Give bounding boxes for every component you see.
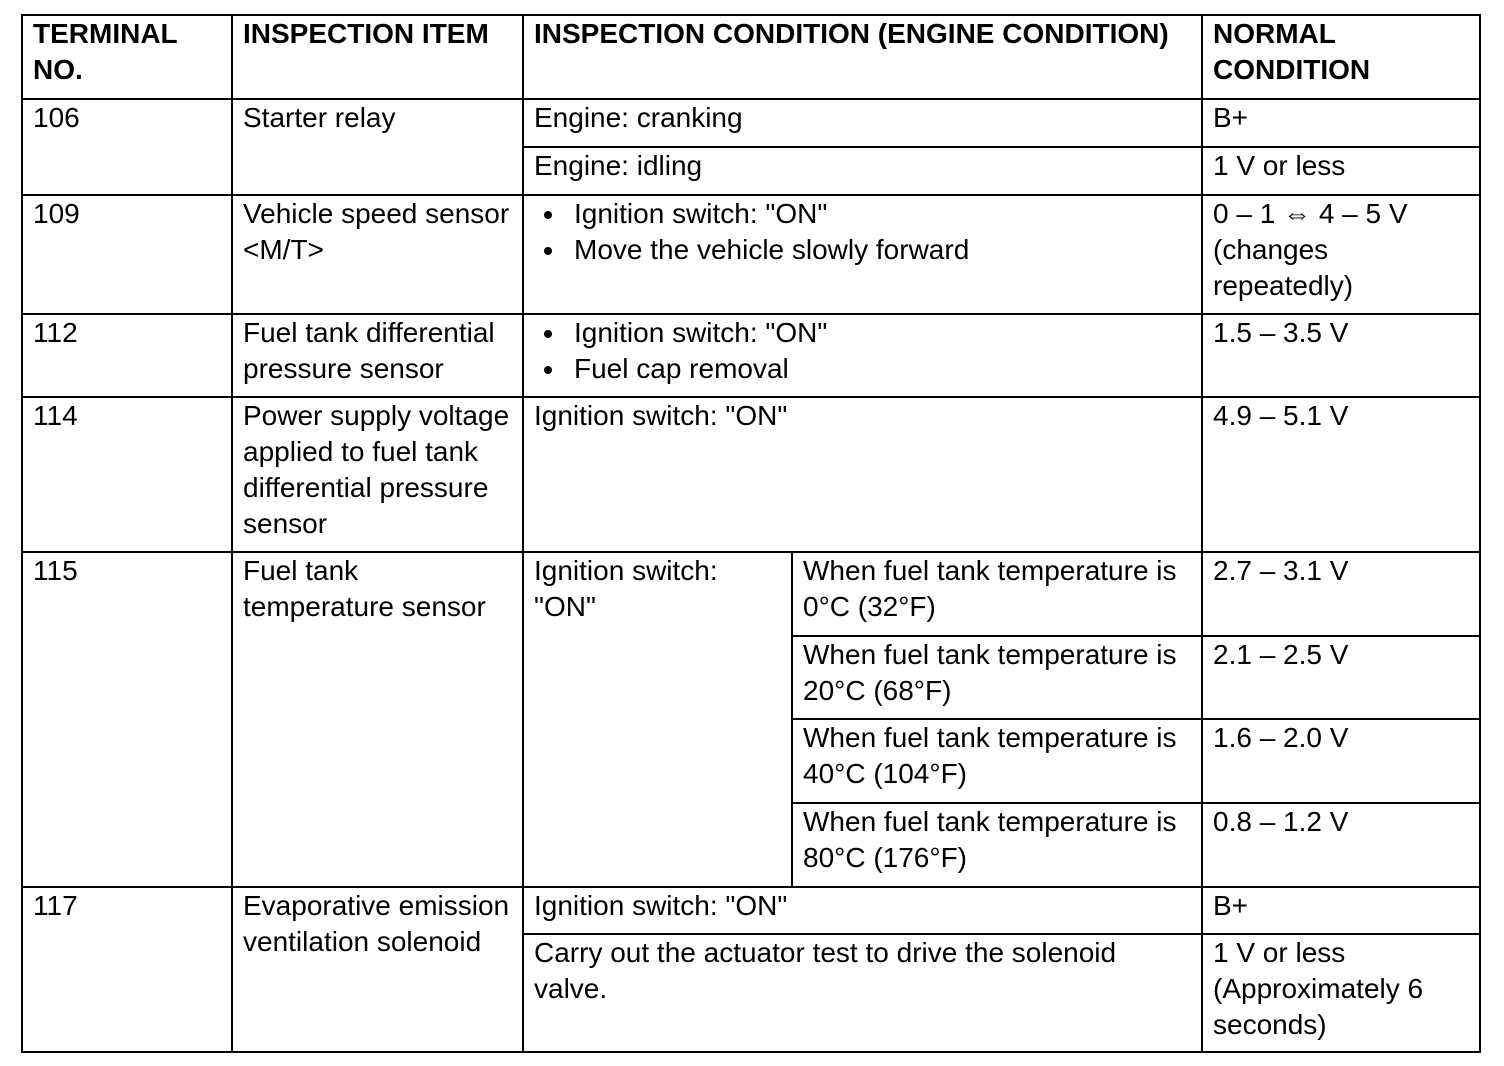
sub-condition-cell: When fuel tank temperature is 0°C (32°F) [792, 552, 1202, 636]
table-row [22, 552, 1480, 636]
table-row [22, 887, 1480, 934]
list-item: Ignition switch: "ON" [534, 315, 1193, 351]
condition-cell: Engine: idling [523, 147, 1202, 195]
normal-cell: 1.6 – 2.0 V [1202, 719, 1480, 803]
terminal-cell: 115 [22, 552, 232, 887]
inspection-table [21, 14, 1481, 1053]
table-row [22, 314, 1480, 397]
item-cell: Vehicle speed sensor <M/T> [232, 195, 523, 314]
item-cell: Power supply voltage applied to fuel tank differential pressure sensor [232, 397, 523, 552]
normal-cell: 2.1 – 2.5 V [1202, 636, 1480, 719]
item-cell: Evaporative emission ventilation solenoid [232, 887, 523, 1052]
condition-cell: Ignition switch: "ON" [523, 397, 1202, 552]
header-inspection-item: INSPECTION ITEM [232, 15, 523, 99]
list-item: Ignition switch: "ON" [534, 196, 1193, 232]
normal-cell: 1 V or less [1202, 147, 1480, 195]
terminal-cell: 112 [22, 314, 232, 397]
normal-cell: 1 V or less (Approximately 6 seconds) [1202, 934, 1480, 1052]
list-item: Move the vehicle slowly forward [534, 232, 1193, 268]
header-normal-condition: NORMAL CONDITION [1202, 15, 1480, 99]
header-terminal-no: TERMINAL NO. [22, 15, 232, 99]
normal-cell: 1.5 – 3.5 V [1202, 314, 1480, 397]
list-item: Fuel cap removal [534, 351, 1193, 387]
table-row [22, 195, 1480, 314]
condition-cell: Ignition switch: "ON" [523, 887, 1202, 934]
sub-condition-cell: When fuel tank temperature is 20°C (68°F) [792, 636, 1202, 719]
table-row [22, 99, 1480, 147]
condition-bullet-list [534, 315, 1193, 387]
item-cell: Starter relay [232, 99, 523, 195]
normal-cell: B+ [1202, 887, 1480, 934]
terminal-cell: 114 [22, 397, 232, 552]
condition-cell [523, 195, 1202, 314]
terminal-cell: 117 [22, 887, 232, 1052]
normal-cell: B+ [1202, 99, 1480, 147]
condition-bullet-list [534, 196, 1193, 268]
header-inspection-condition: INSPECTION CONDITION (ENGINE CONDITION) [523, 15, 1202, 99]
condition-cell: Ignition switch: "ON" [523, 552, 792, 887]
terminal-cell: 106 [22, 99, 232, 195]
sub-condition-cell: When fuel tank temperature is 80°C (176°F) [792, 803, 1202, 887]
normal-cell: 0 – 1 ⇔ 4 – 5 V (changes repeatedly) [1202, 195, 1480, 314]
table-row [22, 397, 1480, 552]
condition-cell: Carry out the actuator test to drive the solenoid valve. [523, 934, 1202, 1052]
sub-condition-cell: When fuel tank temperature is 40°C (104°F) [792, 719, 1202, 803]
normal-cell: 0.8 – 1.2 V [1202, 803, 1480, 887]
normal-cell: 2.7 – 3.1 V [1202, 552, 1480, 636]
normal-cell: 4.9 – 5.1 V [1202, 397, 1480, 552]
condition-cell: Engine: cranking [523, 99, 1202, 147]
item-cell: Fuel tank differential pressure sensor [232, 314, 523, 397]
terminal-cell: 109 [22, 195, 232, 314]
header-row [22, 15, 1480, 99]
item-cell: Fuel tank temperature sensor [232, 552, 523, 887]
condition-cell [523, 314, 1202, 397]
